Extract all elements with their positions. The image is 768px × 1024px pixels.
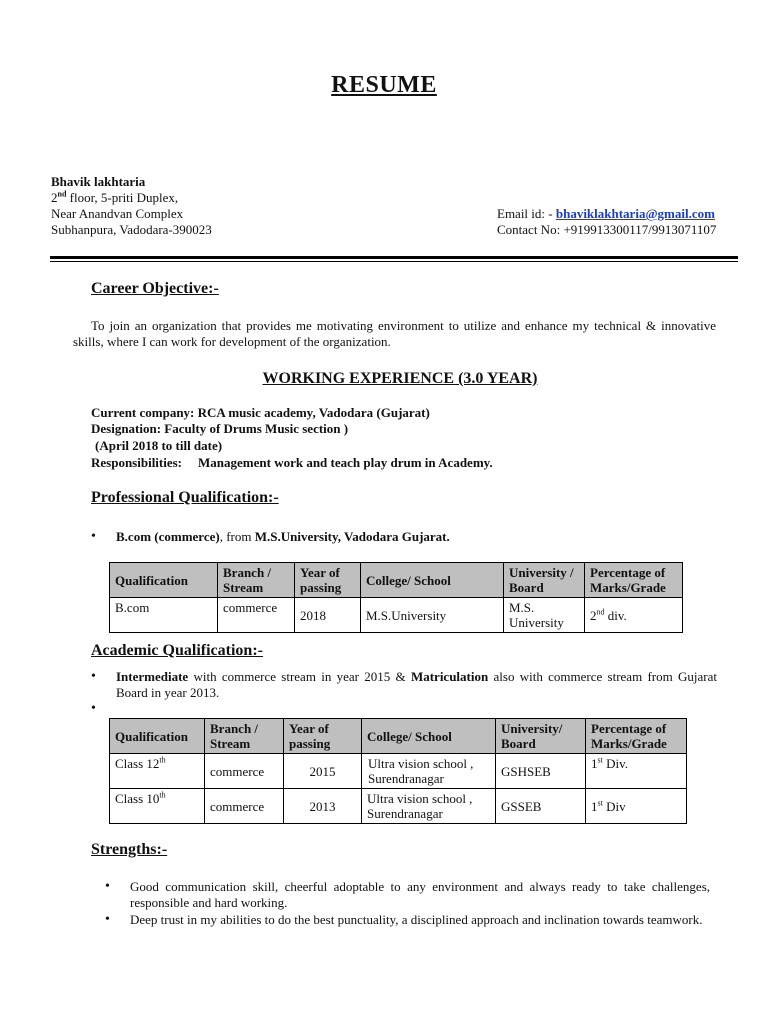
table-cell: Ultra vision school , Surendranagar <box>362 754 496 789</box>
qualification-name: Class 12 <box>115 756 160 771</box>
address-line-1-rest: floor, 5-priti Duplex, <box>66 190 179 205</box>
address-line-3: Subhanpura, Vadodara-390023 <box>51 222 212 237</box>
phone-number: +919913300117/9913071107 <box>563 222 717 237</box>
degree-university: M.S.University, Vadodara Gujarat. <box>254 529 450 544</box>
grade-number: 1 <box>591 756 598 771</box>
address-line-1 <box>51 190 178 206</box>
grade-rest: div. <box>604 607 627 623</box>
grade-rest: Div <box>602 798 626 814</box>
table-header: Year of passing <box>284 719 362 754</box>
table-header: Qualification <box>110 719 205 754</box>
candidate-name: Bhavik lakhtaria <box>51 174 146 189</box>
qualification-suffix: th <box>159 755 166 765</box>
table-cell <box>586 789 687 824</box>
strengths-heading: Strengths:- <box>91 841 168 858</box>
professional-table <box>109 562 683 633</box>
list-item: • Good communication skill, cheerful adoptable to any environment and always ready to take challenges, responsible and hard working. <box>105 879 710 911</box>
table-cell: 2015 <box>284 754 362 789</box>
table-cell: GSSEB <box>496 789 586 824</box>
table-row <box>110 754 687 789</box>
phone-row <box>497 222 716 238</box>
grade-rest: Div. <box>602 756 628 771</box>
academic-qualification-heading: Academic Qualification:- <box>91 642 263 659</box>
address-line-2: Near Anandvan Complex <box>51 206 184 221</box>
table-cell: M.S.University <box>361 598 504 633</box>
table-cell: commerce <box>205 754 284 789</box>
table-cell <box>110 754 205 789</box>
table-cell <box>586 754 687 789</box>
grade-suffix: st <box>597 798 603 808</box>
qualification-name: Class 10 <box>115 791 160 806</box>
professional-list <box>91 529 721 545</box>
responsibilities <box>91 455 493 472</box>
strengths-list <box>105 879 710 928</box>
phone-label: Contact No: <box>497 222 564 237</box>
email-label: Email id: - <box>497 206 556 221</box>
table-header: College/ School <box>362 719 496 754</box>
list-item: • Deep trust in my abilities to do the best punctuality, a disciplined approach and inclination towards teamwork. <box>105 912 710 928</box>
table-cell: commerce <box>205 789 284 824</box>
work-period: (April 2018 to till date) <box>95 438 223 453</box>
degree-connector: , from <box>219 529 255 544</box>
table-header: Branch / Stream <box>218 563 295 598</box>
table-cell: commerce <box>218 598 295 633</box>
table-header: Percentage of Marks/Grade <box>585 563 683 598</box>
table-header: Percentage of Marks/Grade <box>586 719 687 754</box>
table-cell: Ultra vision school , Surendranagar <box>362 789 496 824</box>
academic-list <box>91 669 717 717</box>
list-item <box>91 669 717 701</box>
matriculation-label: Matriculation <box>410 669 489 684</box>
table-header: College/ School <box>361 563 504 598</box>
table-row <box>110 598 683 633</box>
responsibilities-text: Management work and teach play drum in Academy. <box>198 455 493 470</box>
academic-text-1: with commerce stream in year 2015 & <box>188 669 411 684</box>
table-cell: M.S. University <box>504 598 585 633</box>
table-header: University / Board <box>504 563 585 598</box>
table-header: University/ Board <box>496 719 586 754</box>
designation: Designation: Faculty of Drums Music section ) <box>91 421 349 436</box>
address-floor-suffix: nd <box>57 189 67 199</box>
table-cell <box>110 789 205 824</box>
academic-table <box>109 718 687 824</box>
header-divider-thin <box>50 261 738 262</box>
table-row <box>110 789 687 824</box>
header-divider-thick <box>50 256 738 259</box>
table-cell <box>585 598 683 633</box>
responsibilities-label: Responsibilities: <box>91 455 183 470</box>
career-objective-heading: Career Objective:- <box>91 280 219 297</box>
degree-name: B.com (commerce) <box>116 529 220 544</box>
current-company: Current company: RCA music academy, Vadodara (Gujarat) <box>91 405 430 420</box>
professional-qualification-heading: Professional Qualification:- <box>91 489 279 506</box>
list-item <box>91 529 721 545</box>
list-item-empty <box>91 701 717 717</box>
page-title: RESUME <box>331 72 437 98</box>
table-cell: B.com <box>110 598 218 633</box>
grade-number: 1 <box>591 798 598 814</box>
grade-suffix: st <box>597 755 603 765</box>
address-floor-number: 2 <box>51 190 58 205</box>
intermediate-label: Intermediate <box>116 669 189 684</box>
grade-number: 2 <box>590 607 597 623</box>
working-experience-heading: WORKING EXPERIENCE (3.0 YEAR) <box>262 370 538 387</box>
table-header: Branch / Stream <box>205 719 284 754</box>
table-cell: GSHSEB <box>496 754 586 789</box>
academic-text-2: also with commerce stream from Gujarat Board in year 2013. <box>116 669 717 700</box>
career-objective-text: To join an organization that provides me motivating environment to utilize and enhance my technical & innovative skills, where I can work for development of the organization. <box>73 318 716 349</box>
table-header: Year of passing <box>295 563 361 598</box>
table-cell: 2018 <box>295 598 361 633</box>
table-header: Qualification <box>110 563 218 598</box>
email-link[interactable]: bhaviklakhtaria@gmail.com <box>555 206 715 221</box>
table-cell: 2013 <box>284 789 362 824</box>
email-row <box>497 206 715 222</box>
qualification-suffix: th <box>159 790 166 800</box>
grade-suffix: nd <box>596 607 605 617</box>
